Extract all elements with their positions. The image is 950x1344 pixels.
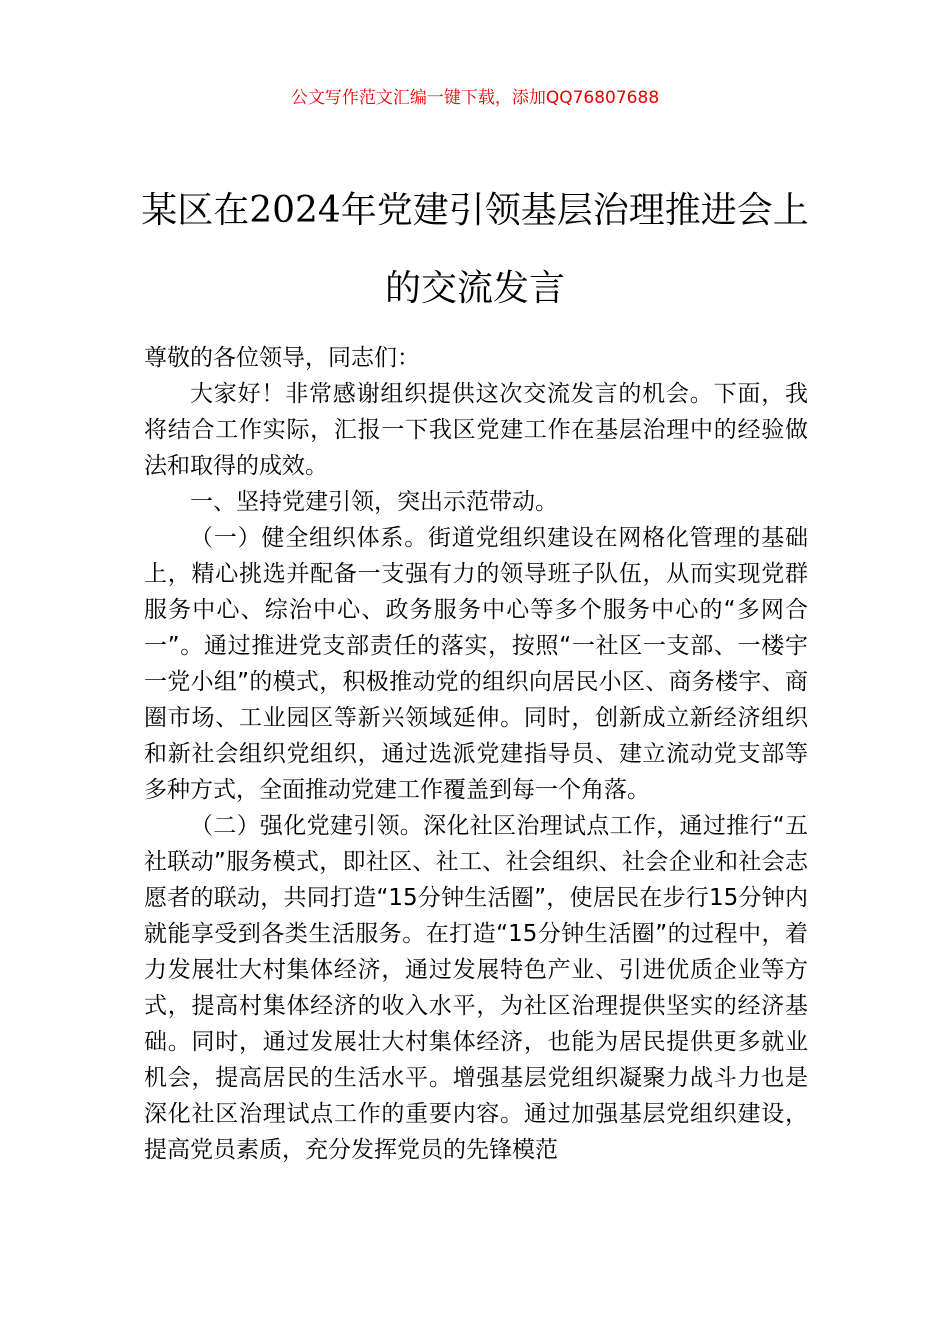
salutation: 尊敬的各位领导，同志们： — [144, 345, 420, 371]
paragraph-leadership: （二）强化党建引领。深化社区治理试点工作，通过推行“五社联动”服务模式，即社区、社工、社会组织、社会企业和社会志愿者的联动，共同打造“15分钟生活圈”，使居民在步行15分钟内就能享受到各类生活服务。在打造“15分钟生活圈”的过程中，着力发展壮大村集体经济，通过发展特色产业、引进优质企业等方式，提高村集体经济的收入水平，为社区治理提供坚实的经济基础。同时，通过发展壮大村集体经济，也能为居民提供更多就业机会，提高居民的生活水平。增强基层党组织凝聚力战斗力也是深化社区治理试点工作的重要内容。通过加强基层党组织建设，提高党员素质，充分发挥党员的先锋模范 — [144, 813, 808, 1163]
paragraph-organization: （一）健全组织体系。街道党组织建设在网格化管理的基础上，精心挑选并配备一支强有力的领导班子队伍，从而实现党群服务中心、综治中心、政务服务中心等多个服务中心的“多网合一”。通过推进党支部责任的落实，按照“一社区一支部、一楼宇一党小组”的模式，积极推动党的组织向居民小区、商务楼宇、商圈市场、工业园区等新兴领域延伸。同时，创新成立新经济组织和新社会组织党组织，通过选派党建指导员、建立流动党支部等多种方式，全面推动党建工作覆盖到每一个角落。 — [144, 525, 808, 803]
document-body — [144, 340, 808, 1168]
promo-banner[interactable]: 公文写作范文汇编一键下载，添加QQ76807688 — [290, 88, 660, 108]
paragraph-intro: 大家好！非常感谢组织提供这次交流发言的机会。下面，我将结合工作实际，汇报一下我区党建工作在基层治理中的经验做法和取得的成效。 — [144, 381, 808, 479]
section-heading-1: 一、坚持党建引领，突出示范带动。 — [190, 489, 558, 515]
document-title: 某区在2024年党建引领基层治理推进会上的交流发言 — [141, 190, 809, 309]
